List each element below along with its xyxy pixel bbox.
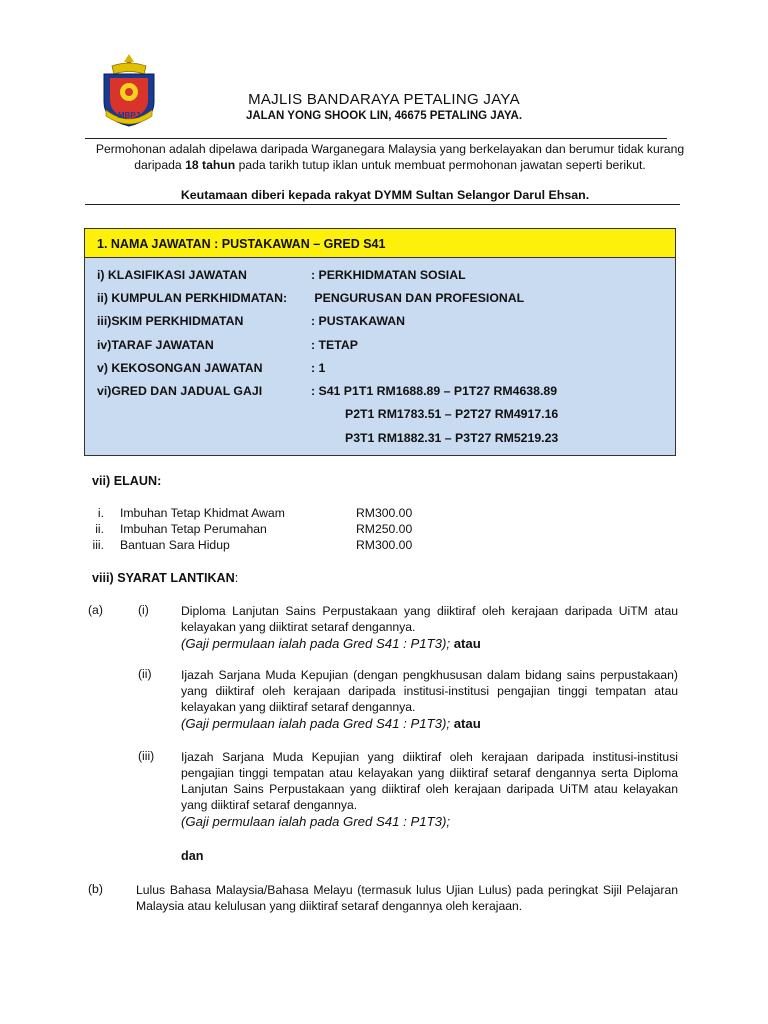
requirement-a-ii: Ijazah Sarjana Muda Kepujian (dengan pengkhususan dalam bidang sains perpustakaan) yang diiktiraf oleh kerajaan daripada institusi-institusi pengajian tinggi tempatan atau kelayakan yang diiktiraf setaraf dengannya. (Gaji permulaan ialah pada Gred S41 : P1T3); atau <box>181 668 678 731</box>
allowance-item: i. Imbuhan Tetap Khidmat Awam RM300.00 <box>97 506 413 520</box>
position-title: 1. NAMA JAWATAN : PUSTAKAWAN – GRED S41 <box>84 228 676 258</box>
intro-paragraph: Permohonan adalah dipelawa daripada Warganegara Malaysia yang berkelayakan dan berumur tidak kurang daripada 18 tahun pada tarikh tutup iklan untuk membuat permohonan jawatan seperti berikut. <box>95 142 685 172</box>
requirement-a-i: Diploma Lanjutan Sains Perpustakaan yang diiktiraf oleh kerajaan daripada UiTM atau kelayakan yang diiktirat setaraf dengannya. (Gaji permulaan ialah pada Gred S41 : P1T3); atau <box>181 604 678 651</box>
detail-row: iv)TARAF JAWATAN : TETAP <box>97 338 358 352</box>
allowance-item: iii. Bantuan Sara Hidup RM300.00 <box>92 538 413 552</box>
requirement-a-i-label: (i) <box>138 603 149 617</box>
detail-row: ii) KUMPULAN PERKHIDMATAN: PENGURUSAN DAN PROFESIONAL <box>97 291 525 305</box>
allowances-heading: vii) ELAUN: <box>92 474 162 488</box>
detail-row: vi)GRED DAN JADUAL GAJI : S41 P1T1 RM1688.89 – P1T27 RM4638.89 <box>97 384 558 398</box>
requirement-a-ii-label: (ii) <box>138 667 152 681</box>
salary-scale-line: P2T1 RM1783.51 – P2T27 RM4917.16 <box>345 407 559 421</box>
organization-name: MAJLIS BANDARAYA PETALING JAYA <box>248 91 520 108</box>
intro-divider <box>85 204 680 205</box>
requirement-a-iii: Ijazah Sarjana Muda Kepujian yang diiktiraf oleh kerajaan daripada institusi-institusi pengajian tinggi tempatan atau kelayakan yang diiktiraf setaraf dengannya serta Diploma Lanjutan Sains Perpustakaan yang diiktiraf oleh kerajaan daripada UiTM atau kelayakan yang diiktiraf setaraf dengannya. (Gaji permulaan ialah pada Gred S41 : P1T3); <box>181 750 678 829</box>
requirement-b-label: (b) <box>88 882 103 896</box>
salary-scale-line: P3T1 RM1882.31 – P3T27 RM5219.23 <box>345 431 559 445</box>
position-details-box <box>84 258 676 456</box>
header-divider <box>85 138 667 139</box>
detail-row: iii)SKIM PERKHIDMATAN : PUSTAKAWAN <box>97 314 406 328</box>
allowance-item: ii. Imbuhan Tetap Perumahan RM250.00 <box>95 522 413 536</box>
priority-note: Keutamaan diberi kepada rakyat DYMM Sultan Selangor Darul Ehsan. <box>180 188 590 202</box>
minimum-age: 18 tahun <box>185 158 236 172</box>
detail-row: v) KEKOSONGAN JAWATAN : 1 <box>97 361 326 375</box>
svg-text:MBPJ: MBPJ <box>117 111 141 120</box>
requirement-b: Lulus Bahasa Malaysia/Bahasa Melayu (termasuk lulus Ujian Lulus) pada peringkat Sijil Pelajaran Malaysia atau kelulusan yang diiktiraf setaraf dengannya oleh kerajaan. <box>136 883 678 913</box>
organization-address: JALAN YONG SHOOK LIN, 46675 PETALING JAYA. <box>245 110 523 122</box>
and-connector: dan <box>181 849 204 863</box>
requirement-a-label: (a) <box>88 603 103 617</box>
requirement-a-iii-label: (iii) <box>138 749 155 763</box>
detail-row: i) KLASIFIKASI JAWATAN : PERKHIDMATAN SOSIAL <box>97 268 466 282</box>
requirements-heading: viii) SYARAT LANTIKAN: <box>92 571 239 585</box>
